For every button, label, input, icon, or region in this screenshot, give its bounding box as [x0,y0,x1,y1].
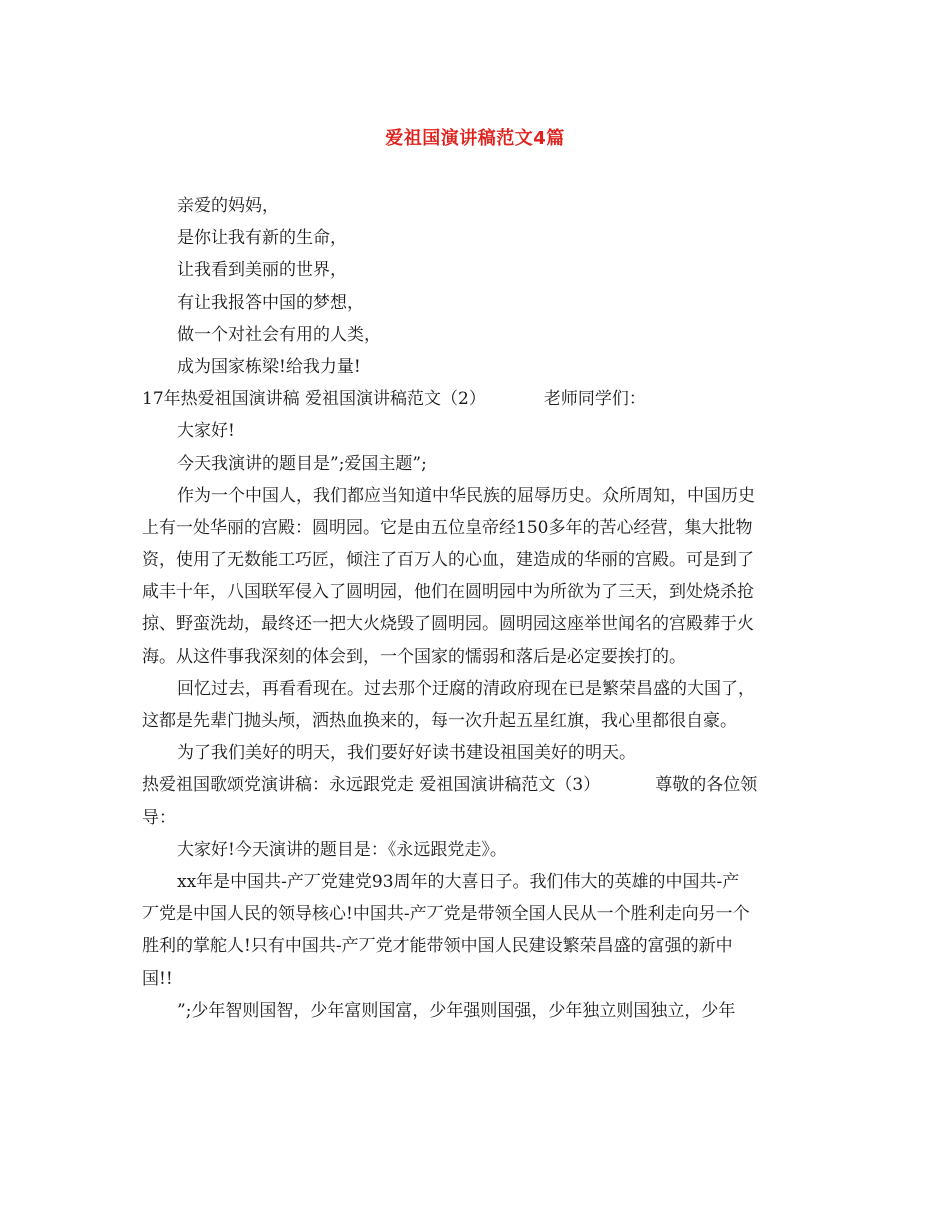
paragraph-line: 资，使用了无数能工巧匠，倾注了百万人的心血，建造成的华丽的宫殿。可是到了 [142,550,754,571]
section-heading: 热爱祖国歌颂党演讲稿：永远跟党走 爱祖国演讲稿范文（3） [142,775,601,796]
salutation: 老师同学们： [543,389,646,410]
document-body [142,190,812,1027]
paragraph-line: 大家好!今天演讲的题目是：《永远跟党走》。 [177,839,507,860]
paragraph-line: 大家好! [177,421,235,442]
poem-line: 做一个对社会有用的人类， [177,324,381,345]
paragraph-line: 这都是先辈门抛头颅，洒热血换来的，每一次升起五星红旗，我心里都很自豪。 [142,711,737,731]
salutation: 尊敬的各位领 [655,775,758,796]
poem-line: 亲爱的妈妈， [177,196,279,216]
paragraph-line: 国!! [142,968,173,989]
paragraph-line: 为了我们美好的明天，我们要好好读书建设祖国美好的明天。 [177,743,636,764]
section-heading: 17年热爱祖国演讲稿 爱祖国演讲稿范文（2） [142,389,486,410]
paragraph-line: 今天我演讲的题目是”;爱国主题”; [177,453,427,474]
paragraph-line: 咸丰十年，八国联军侵入了圆明园，他们在圆明园中为所欲为了三天，到处烧杀抢 [142,582,754,603]
poem-line: 成为国家栋梁!给我力量! [177,356,361,377]
paragraph-line: 掠、野蛮洗劫，最终还一把大火烧毁了圆明园。圆明园这座举世闻名的宫殿葬于火 [142,614,754,635]
paragraph-line: 海。从这件事我深刻的体会到，一个国家的懦弱和落后是必定要挨打的。 [142,646,686,667]
poem-line: 是你让我有新的生命， [177,228,347,249]
poem-line: 让我看到美丽的世界， [177,260,347,281]
paragraph-line: xx年是中国共-产丆党建党93周年的大喜日子。我们伟大的英雄的中国共-产 [177,871,740,892]
section-heading-line [142,769,812,801]
section-heading-line [142,383,812,415]
paragraph-line: 胜利的掌舵人!只有中国共-产丆党才能带领中国人民建设繁荣昌盛的富强的新中 [142,936,733,957]
paragraph-line: 丆党是中国人民的领导核心!中国共-产丆党是带领全国人民从一个胜利走向另一个 [142,904,750,925]
paragraph-line: 作为一个中国人，我们都应当知道中华民族的屈辱历史。众所周知，中国历史 [177,485,755,506]
poem-line: 有让我报答中国的梦想， [177,292,364,313]
document-title: 爱祖国演讲稿范文4篇 [385,128,565,149]
paragraph-line: 回忆过去，再看看现在。过去那个迂腐的清政府现在已是繁荣昌盛的大国了， [177,678,755,699]
paragraph-line: ”;少年智则国智，少年富则国富，少年强则国强，少年独立则国独立，少年 [177,1000,736,1021]
paragraph-line: 导： [142,807,176,828]
paragraph-line: 上有一处华丽的宫殿：圆明园。它是由五位皇帝经150多年的苦心经营，集大批物 [142,517,753,538]
